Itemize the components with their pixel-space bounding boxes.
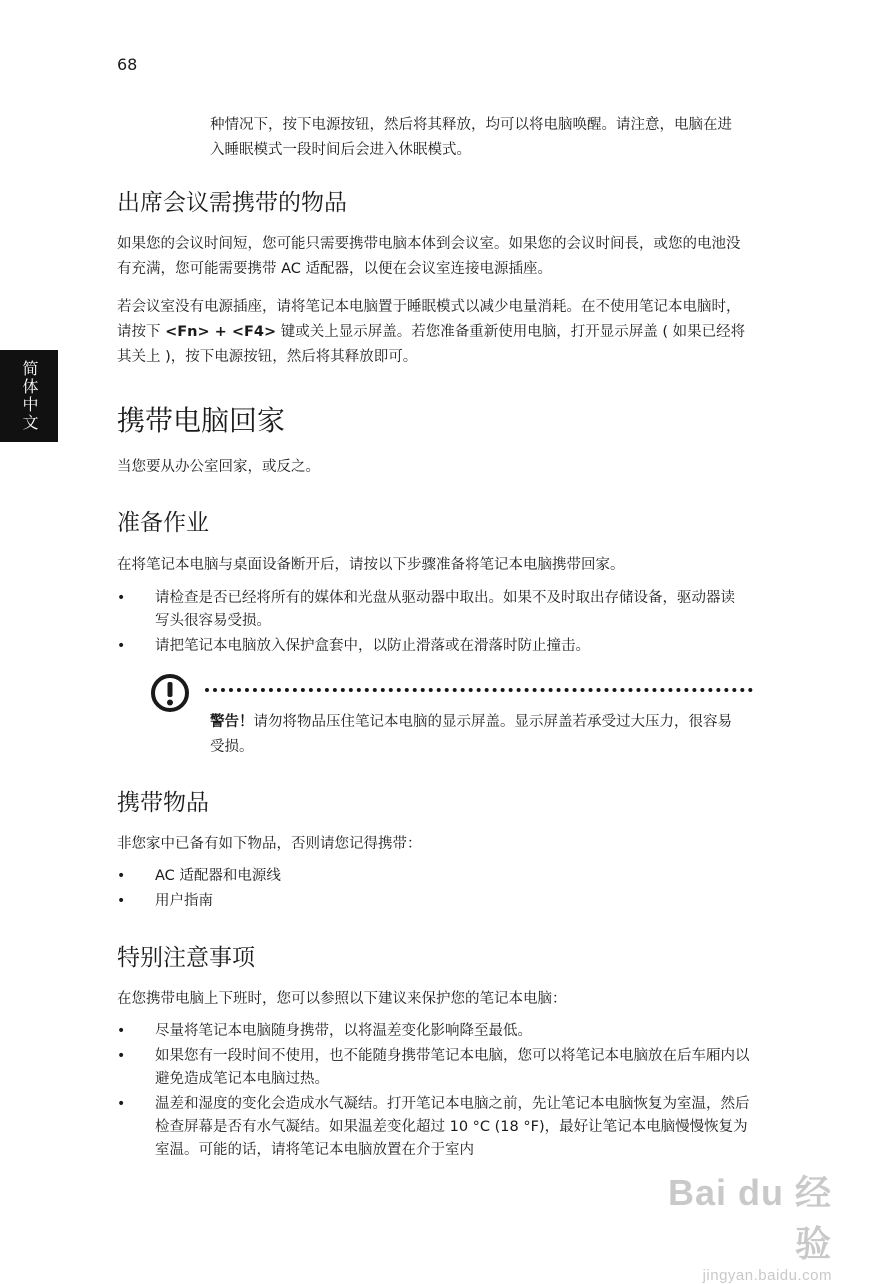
list-item: • AC 适配器和电源线 [117,865,745,888]
prep-list [117,587,745,660]
warning-note: 警告！请勿将物品压住笔记本电脑的显示屏盖。显示屏盖若承受过大压力，很容易受损。 [210,714,732,755]
special-intro: 在您携带电脑上下班时，您可以参照以下建议来保护您的笔记本电脑： [117,991,567,1007]
language-side-tab [0,350,58,442]
keyboard-shortcut: <Fn> + <F4> [165,324,277,340]
list-item: • 请把笔记本电脑放入保护盒套中，以防止滑落或在滑落时防止撞击。 [117,635,745,658]
items-intro: 非您家中已备有如下物品，否则请您记得携带： [117,836,422,852]
list-item: • 用户指南 [117,890,745,913]
list-item: • 尽量将笔记本电脑随身携带，以将温差变化影响降至最低。 [117,1020,762,1043]
intro-paragraph: 种情况下，按下电源按钮，然后将其释放，均可以将电脑唤醒。请注意，电脑在进入睡眠模式一段时间后会进入休眠模式。 [210,117,732,158]
home-heading: 携带电脑回家 [117,404,286,437]
warning-label: 警告！ [210,714,254,730]
page-number: 68 [117,55,138,74]
items-heading: 携带物品 [117,790,209,816]
side-tab-label: 简体中文 [20,360,39,432]
baidu-watermark [642,1165,832,1284]
watermark-logo: Bai du 经验 [667,1172,832,1264]
list-item: • 请检查是否已经将所有的媒体和光盘从驱动器中取出。如果不及时取出存储设备，驱动器读写头很容易受损。 [117,587,745,633]
meeting-paragraph-2: 若会议室没有电源插座，请将笔记本电脑置于睡眠模式以减少电量消耗。在不使用笔记本电脑时，请按下 <Fn> + <F4> 键或关上显示屏盖。若您准备重新使用电脑，打开显示屏盖 ( 如果已经将其关上 )，按下电源按钮，然后将其释放即可。 [117,299,746,365]
items-list [117,865,745,915]
warning-divider [205,688,753,692]
list-item: • 温差和湿度的变化会造成水气凝结。打开笔记本电脑之前，先让笔记本电脑恢复为室温，然后检查屏幕是否有水气凝结。如果温差变化超过 10 °C (18 °F)，最好让笔记本电脑慢慢恢复为室温。可能的话，请将笔记本电脑放置在介于室内 [117,1093,762,1162]
meeting-paragraph-1: 如果您的会议时间短，您可能只需要携带电脑本体到会议室。如果您的会议时间長，或您的电池没有充满，您可能需要携带 AC 适配器，以便在会议室连接电源插座。 [117,236,741,277]
warning-icon [150,673,190,713]
special-heading: 特别注意事项 [117,945,255,971]
list-item: • 如果您有一段时间不使用，也不能随身携带笔记本电脑，您可以将笔记本电脑放在后车厢内以避免造成笔记本电脑过热。 [117,1045,762,1091]
special-list [117,1020,762,1164]
prep-intro: 在将笔记本电脑与桌面设备断开后，请按以下步骤准备将笔记本电脑携带回家。 [117,557,625,573]
watermark-url: jingyan.baidu.com [702,1267,832,1284]
home-intro: 当您要从办公室回家，或反之。 [117,459,320,475]
prep-heading: 准备作业 [117,510,209,536]
meeting-heading: 出席会议需携带的物品 [117,190,347,216]
